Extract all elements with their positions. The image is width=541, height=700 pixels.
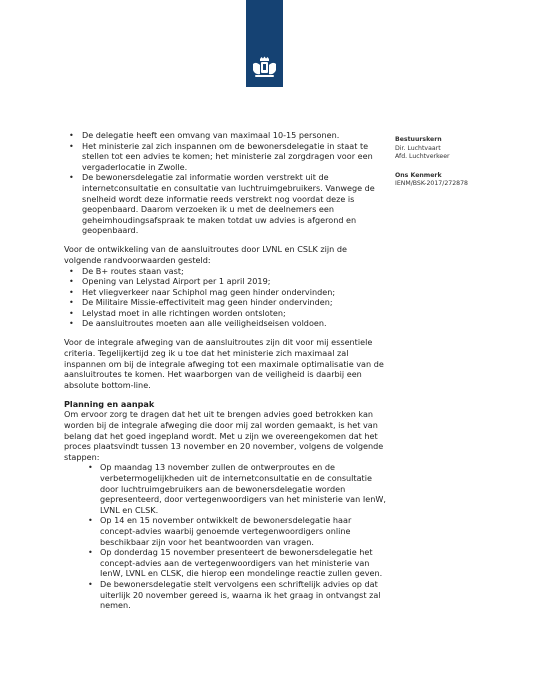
list-item: • De B+ routes staan vast; (64, 266, 386, 277)
list-item: • De Militaire Missie-effectiviteit mag geen hinder ondervinden; (64, 297, 386, 308)
letter-body (64, 130, 386, 611)
letter-sidebar (395, 136, 535, 189)
logo-bar (246, 0, 283, 87)
department-line: Afd. Luchtverkeer (395, 153, 450, 161)
list-item: • Op donderdag 15 november presenteert de bewonersdelegatie het concept-advies aan de vertegenwoordigers van het ministerie van IenW, LVNL en CLSK, die hierop een mondelinge reactie zullen geven. (64, 547, 386, 579)
list-item: • De bewonersdelegatie zal informatie worden verstrekt uit de internetconsultatie en consultatie van luchtruimgebruikers. Vanwege de snelheid wordt deze informatie reeds verstrekt nog voordat deze is geopenbaard. Daarom verzoeken ik u met de deelnemers een geheimhoudingsafspraak te maken totdat uw advies is afgerond en geopenbaard. (64, 172, 386, 236)
criteria-paragraph: Voor de integrale afweging van de aansluitroutes zijn dit voor mij essentiele criteria. Tegelijkertijd zeg ik u toe dat het ministerie zich maximaal zal inspannen om bij de integrale afweging tot een maximale optimalisatie van de aansluitroutes te komen. Het waarborgen van de veiligheid is daarbij een absolute bottom-line. (64, 337, 384, 390)
list-item: • Op 14 en 15 november ontwikkelt de bewonersdelegatie haar concept-advies waarbij genoemde vertegenwoordigers online beschikbaar zijn voor het beantwoorden van vragen. (64, 515, 386, 547)
list-item: • Het ministerie zal zich inspannen om de bewonersdelegatie in staat te stellen tot een advies te komen; het ministerie zal zorgdragen voor een vergaderlocatie in Zwolle. (64, 141, 386, 173)
reference-value: IENM/BSK-2017/272878 (395, 180, 468, 188)
list-item: • De delegatie heeft een omvang van maximaal 10-15 personen. (64, 130, 386, 141)
list-item: • Het vliegverkeer naar Schiphol mag geen hinder ondervinden; (64, 287, 386, 298)
department-line: Dir. Luchtvaart (395, 144, 441, 152)
rijksoverheid-crest-icon (250, 56, 279, 80)
steps-list (64, 462, 386, 610)
conditions-intro: Voor de ontwikkeling van de aansluitroutes door LVNL en CSLK zijn de volgende randvoorwaarden gesteld: (64, 244, 347, 265)
list-item: • Op maandag 13 november zullen de ontwerproutes en de verbetermogelijkheden uit de internetconsultatie en de consultatie door luchtruimgebruikers aan de bewonersdelegatie worden gepresenteerd, door vertegenwoordigers van het ministerie van IenW, LVNL en CLSK. (64, 462, 386, 515)
list-item: • Opening van Lelystad Airport per 1 april 2019; (64, 276, 386, 287)
reference-title: Ons Kenmerk (395, 171, 442, 179)
planning-heading: Planning en aanpak (64, 398, 155, 409)
planning-paragraph: Om ervoor zorg te dragen dat het uit te brengen advies goed betrokken kan worden bij de integrale afweging die door mij zal worden gemaakt, is het van belang dat het goed ingepland wordt. Met u zijn we overeengekomen dat het proces plaatsvindt tussen 13 november en 20 november, volgens de volgende stappen: (64, 409, 384, 462)
list-item: • Lelystad moet in alle richtingen worden ontsloten; (64, 308, 386, 319)
intro-bullet-list (64, 130, 386, 236)
list-item: • De aansluitroutes moeten aan alle veiligheidseisen voldoen. (64, 318, 386, 329)
department-title: Bestuurskern (395, 136, 442, 143)
list-item: • De bewonersdelegatie stelt vervolgens een schriftelijk advies op dat uiterlijk 20 november gereed is, waarna ik het graag in ontvangst zal nemen. (64, 579, 386, 611)
conditions-list (64, 266, 386, 330)
